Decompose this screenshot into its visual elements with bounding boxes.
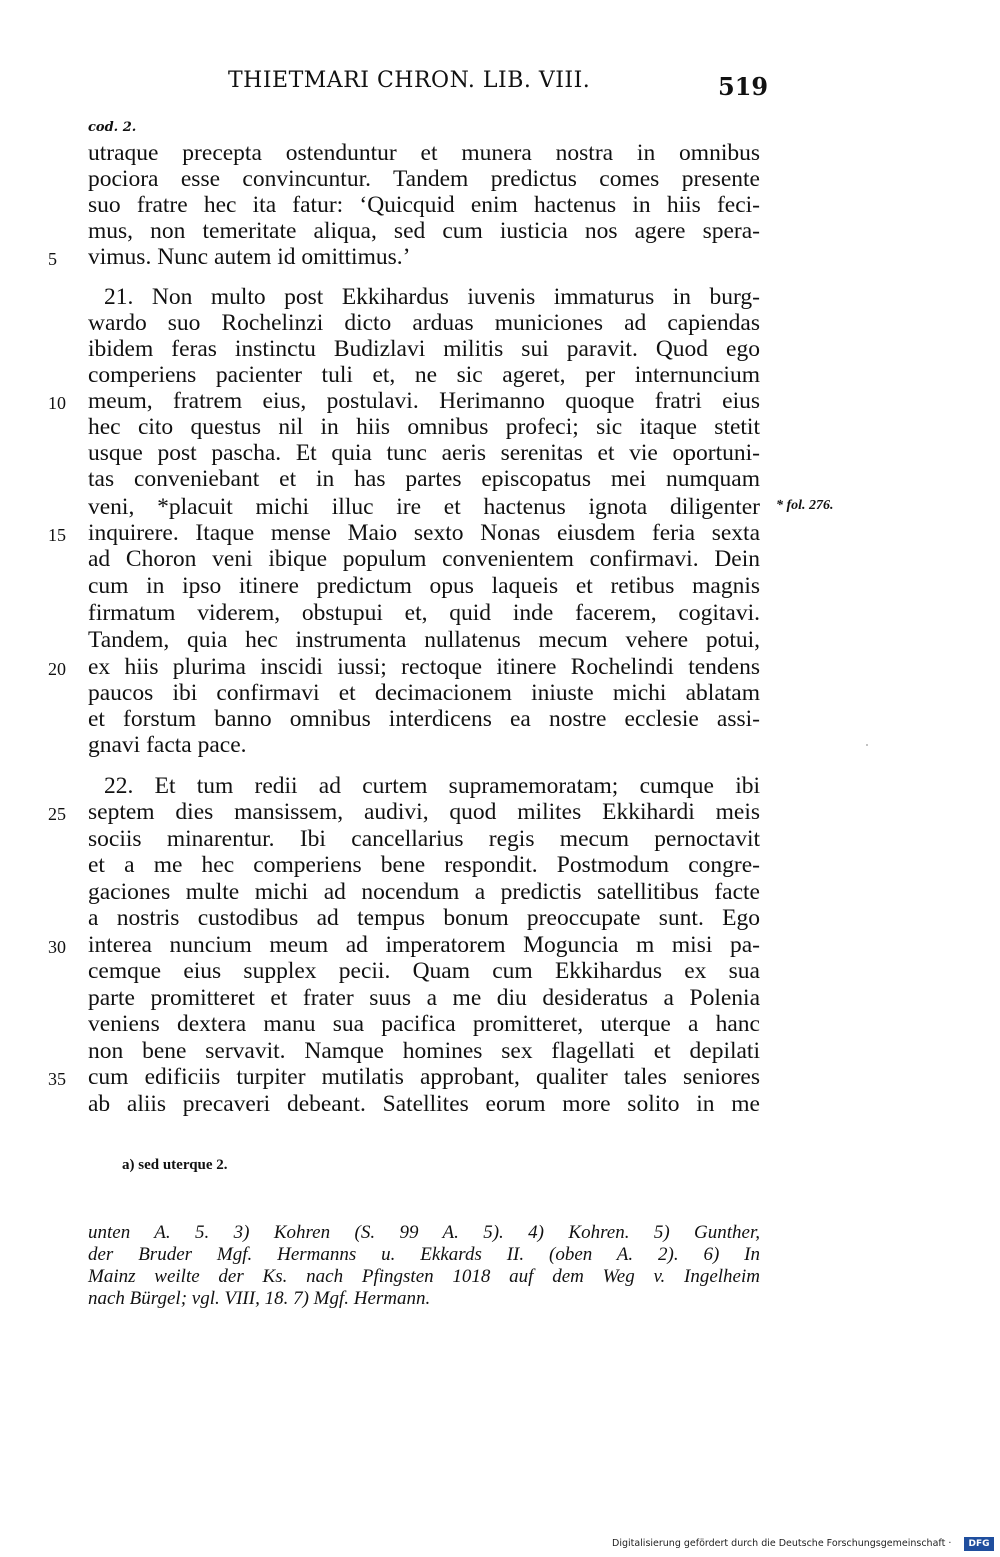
text-line: ab aliis precaveri debeant. Satellites eorum more solito in me — [88, 1091, 760, 1117]
line-number: 5 — [48, 249, 57, 269]
text-line: mus, non temeritate aliqua, sed cum iusticia nos agere spera- — [88, 218, 760, 244]
line-number: 10 — [48, 393, 66, 413]
text-line: wardo suo Rochelinzi dicto arduas municiones ad capiendas — [88, 310, 760, 336]
text-line: pociora esse convincuntur. Tandem predictus comes presente — [88, 166, 760, 192]
text-line: parte promitteret et frater suus a me diu desideratus a Polenia — [88, 985, 760, 1011]
commentary-line: der Bruder Mgf. Hermanns u. Ekkards II. (oben A. 2). 6) In — [88, 1244, 760, 1265]
dfg-logo: DFG — [964, 1537, 994, 1551]
text-line: cemque eius supplex pecii. Quam cum Ekkihardus ex sua — [88, 958, 760, 984]
text-line: gaciones multe michi ad nocendum a predictis satellitibus facte — [88, 879, 760, 905]
textual-footnote: a) sed uterque 2. — [122, 1157, 228, 1173]
folio-marginal-note: * fol. 276. — [776, 498, 834, 513]
line-number: 35 — [48, 1069, 66, 1089]
text-line: inquirere. Itaque mense Maio sexto Nonas eiusdem feria sexta — [88, 520, 760, 546]
text-line: vimus. Nunc autem id omittimus.’ — [88, 244, 411, 270]
line-number: 20 — [48, 659, 66, 679]
text-line: Tandem, quia hec instrumenta nullatenus mecum vehere potui, — [88, 627, 760, 653]
text-line: utraque precepta ostenduntur et munera nostra in omnibus — [88, 140, 760, 166]
text-line: cum edificiis turpiter mutilatis approbant, qualiter tales seniores — [88, 1064, 760, 1090]
text-line: usque post pascha. Et quia tunc aeris serenitas et vie oportuni- — [88, 440, 760, 466]
text-line: interea nuncium meum ad imperatorem Moguncia m misi pa- — [88, 932, 760, 958]
text-line: tas conveniebant et in has partes episcopatus mei numquam — [88, 466, 760, 492]
text-line: ex hiis plurima inscidi iussi; rectoque itinere Rochelindi tendens — [88, 654, 760, 680]
text-line: comperiens pacienter tuli et, ne sic ageret, per internuncium — [88, 362, 760, 388]
text-line: gnavi facta pace. — [88, 732, 247, 758]
running-header: THIETMARI CHRON. LIB. VIII. — [228, 68, 591, 93]
text-line: et forstum banno omnibus interdicens ea nostre ecclesie assi- — [88, 706, 760, 732]
line-number: 25 — [48, 804, 66, 824]
text-line: meum, fratrem eius, postulavi. Herimanno quoque fratri eius — [88, 388, 760, 414]
text-line: et a me hec comperiens bene respondit. Postmodum congre- — [88, 852, 760, 878]
page-number: 519 — [718, 72, 769, 101]
commentary-line: Mainz weilte der Ks. nach Pfingsten 1018 auf dem Weg v. Ingelheim — [88, 1266, 760, 1287]
commentary-line: nach Bürgel; vgl. VIII, 18. 7) Mgf. Hermann. — [88, 1288, 431, 1309]
digitization-credit: Digitalisierung gefördert durch die Deutsche Forschungsgemeinschaft · — [612, 1538, 952, 1549]
text-line: firmatum viderem, obstupui et, quid inde facerem, cogitavi. — [88, 600, 760, 626]
text-line: 21. Non multo post Ekkihardus iuvenis immaturus in burg- — [104, 284, 760, 310]
text-line: sociis minarentur. Ibi cancellarius regis mecum pernoctavit — [88, 826, 760, 852]
text-line: paucos ibi confirmavi et decimacionem iniuste michi ablatam — [88, 680, 760, 706]
text-line: suo fratre hec ita fatur: ‘Quicquid enim hactenus in hiis feci- — [88, 192, 760, 218]
scan-speck — [866, 744, 868, 746]
text-line: non bene servavit. Namque homines sex flagellati et depilati — [88, 1038, 760, 1064]
text-line: ad Choron veni ibique populum convenientem confirmavi. Dein — [88, 546, 760, 572]
text-line: veniens dextera manu sua pacifica promitteret, uterque a hanc — [88, 1011, 760, 1037]
text-line: veni, *placuit michi illuc ire et hactenus ignota diligenter — [88, 494, 760, 520]
line-number: 30 — [48, 937, 66, 957]
text-line: 22. Et tum redii ad curtem supramemoratam; cumque ibi — [104, 773, 760, 799]
commentary-line: unten A. 5. 3) Kohren (S. 99 A. 5). 4) Kohren. 5) Gunther, — [88, 1222, 760, 1243]
text-line: septem dies mansissem, audivi, quod milites Ekkihardi meis — [88, 799, 760, 825]
codex-note: cod. 2. — [88, 120, 137, 135]
text-line: hec cito questus nil in hiis omnibus profeci; sic itaque stetit — [88, 414, 760, 440]
text-line: cum in ipso itinere predictum opus laqueis et retibus magnis — [88, 573, 760, 599]
text-line: ibidem feras instinctu Budizlavi militis sui paravit. Quod ego — [88, 336, 760, 362]
text-line: a nostris custodibus ad tempus bonum preoccupate sunt. Ego — [88, 905, 760, 931]
line-number: 15 — [48, 525, 66, 545]
